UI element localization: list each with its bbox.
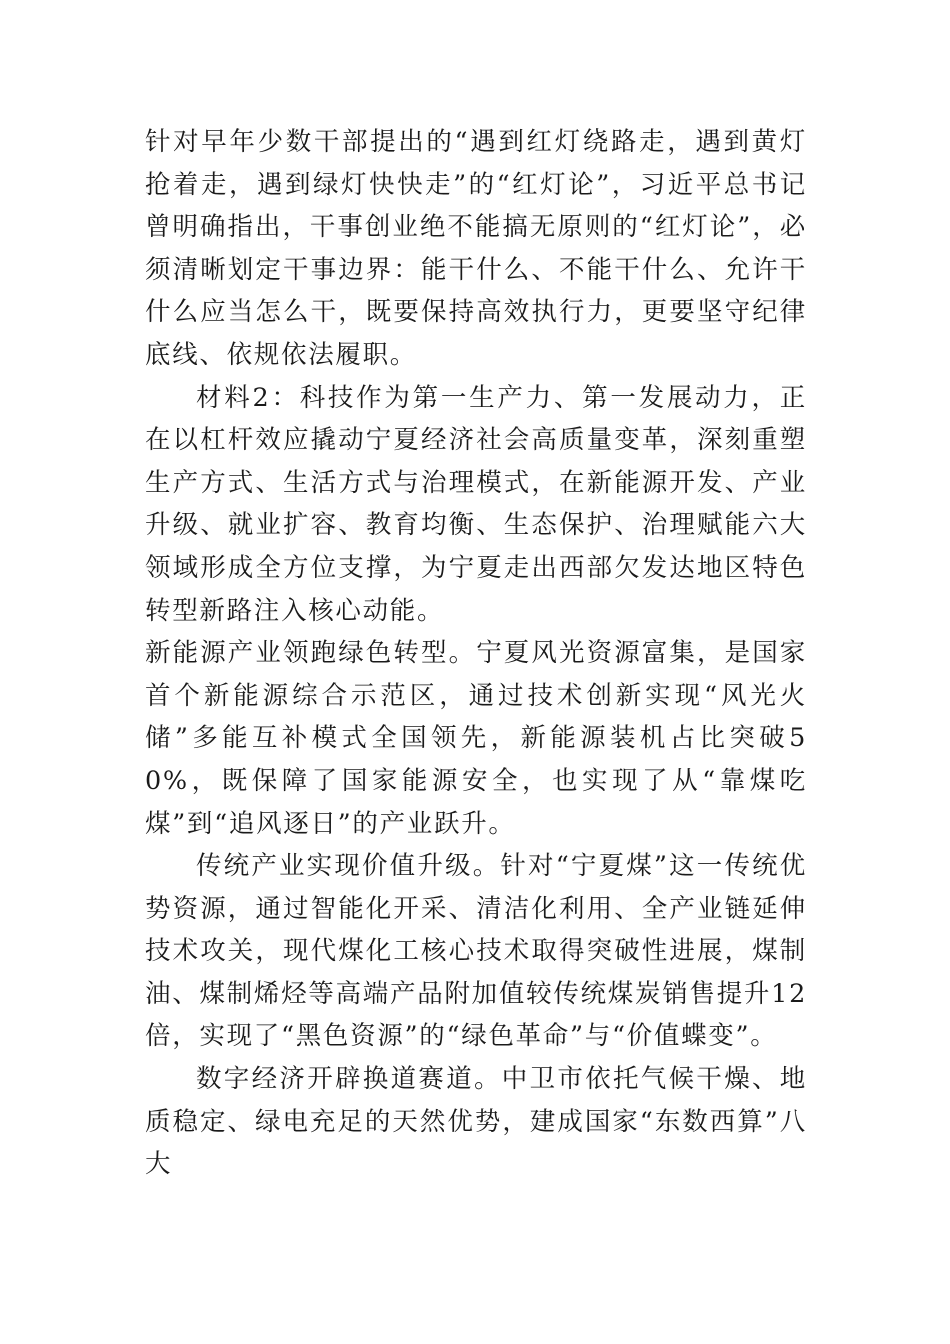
- paragraph-red-light-theory: 针对早年少数干部提出的“遇到红灯绕路走，遇到黄灯抢着走，遇到绿灯快快走”的“红灯论”，习近平总书记曾明确指出，干事创业绝不能搞无原则的“红灯论”，必须清晰划定干事边界：能干什么、不能干什么、允许干什么应当怎么干，既要保持高效执行力，更要坚守纪律底线、依规依法履职。: [145, 127, 807, 370]
- paragraph-new-energy: 新能源产业领跑绿色转型。宁夏风光资源富集，是国家首个新能源综合示范区，通过技术创新实现“风光火储”多能互补模式全国领先，新能源装机占比突破50%，既保障了国家能源安全，也实现了从“靠煤吃煤”到“追风逐日”的产业跃升。: [145, 638, 807, 839]
- paragraph-traditional-industry: 传统产业实现价值升级。针对“宁夏煤”这一传统优势资源，通过智能化开采、清洁化利用、全产业链延伸技术攻关，现代煤化工核心技术取得突破性进展，煤制油、煤制烯烃等高端产品附加值较传统煤炭销售提升12倍，实现了“黑色资源”的“绿色革命”与“价值蝶变”。: [145, 851, 807, 1052]
- paragraph-material-2: 材料2：科技作为第一生产力、第一发展动力，正在以杠杆效应撬动宁夏经济社会高质量变革，深刻重塑生产方式、生活方式与治理模式，在新能源开发、产业升级、就业扩容、教育均衡、生态保护、治理赋能六大领域形成全方位支撑，为宁夏走出西部欠发达地区特色转型新路注入核心动能。: [145, 382, 807, 626]
- paragraph-digital-economy: 数字经济开辟换道赛道。中卫市依托气候干燥、地质稳定、绿电充足的天然优势，建成国家“东数西算”八大: [145, 1064, 807, 1180]
- document-body: [145, 121, 807, 1186]
